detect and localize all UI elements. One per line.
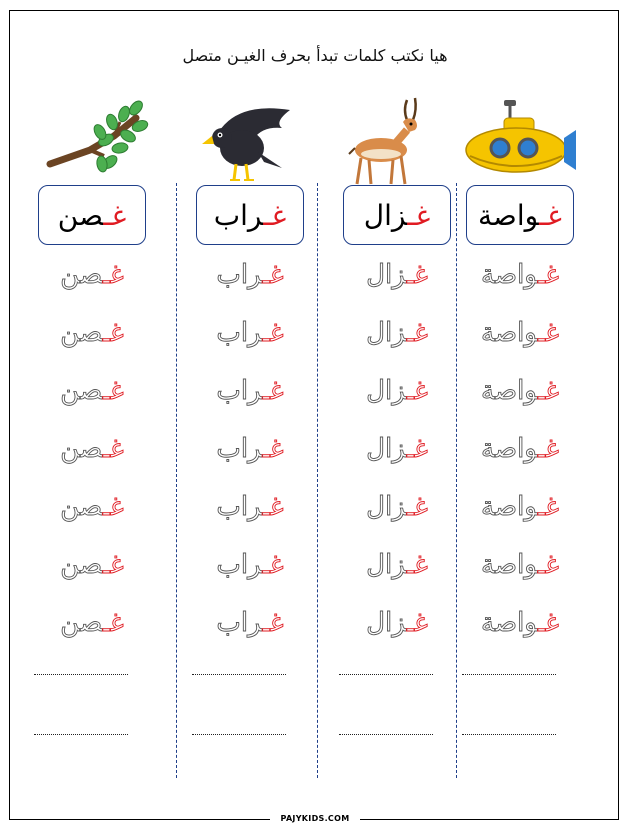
writing-line[interactable] <box>462 674 556 675</box>
writing-line[interactable] <box>462 734 556 735</box>
trace-first-letter: غـ <box>262 260 284 290</box>
trace-first-letter: غـ <box>262 434 284 464</box>
footer-brand: PAJYKIDS.COM <box>270 812 360 826</box>
trace-first-letter: غـ <box>406 608 428 638</box>
trace-rest-letters: واصة <box>481 434 538 464</box>
trace-rest-letters: زال <box>366 318 407 348</box>
word-submarine: غـواصة <box>478 198 562 232</box>
trace-word[interactable] <box>32 492 152 522</box>
trace-first-letter: غـ <box>102 376 124 406</box>
trace-rest-letters: صن <box>60 608 103 638</box>
trace-word[interactable] <box>337 318 457 348</box>
trace-rest-letters: راب <box>216 260 263 290</box>
trace-word[interactable] <box>32 608 152 638</box>
trace-word[interactable] <box>460 260 580 290</box>
trace-word[interactable] <box>337 550 457 580</box>
trace-first-letter: غـ <box>102 492 124 522</box>
trace-rest-letters: راب <box>216 434 263 464</box>
trace-word[interactable] <box>32 260 152 290</box>
writing-line[interactable] <box>339 734 433 735</box>
trace-first-letter: غـ <box>102 260 124 290</box>
trace-word[interactable] <box>32 376 152 406</box>
trace-first-letter: غـ <box>102 608 124 638</box>
writing-line[interactable] <box>192 674 286 675</box>
writing-line[interactable] <box>34 734 128 735</box>
trace-rest-letters: واصة <box>481 550 538 580</box>
trace-word[interactable] <box>460 318 580 348</box>
trace-rest-letters: صن <box>60 434 103 464</box>
trace-first-letter: غـ <box>102 434 124 464</box>
trace-rest-letters: راب <box>216 318 263 348</box>
trace-first-letter: غـ <box>262 550 284 580</box>
trace-word[interactable] <box>460 550 580 580</box>
trace-word[interactable] <box>32 318 152 348</box>
trace-first-letter: غـ <box>406 376 428 406</box>
trace-first-letter: غـ <box>406 550 428 580</box>
trace-first-letter: غـ <box>537 608 559 638</box>
trace-rest-letters: زال <box>366 376 407 406</box>
trace-first-letter: غـ <box>262 318 284 348</box>
trace-word[interactable] <box>337 492 457 522</box>
trace-first-letter: غـ <box>406 434 428 464</box>
trace-first-letter: غـ <box>537 318 559 348</box>
trace-rest-letters: صن <box>60 260 103 290</box>
trace-word[interactable] <box>460 492 580 522</box>
trace-word[interactable] <box>337 260 457 290</box>
trace-rest-letters: راب <box>216 492 263 522</box>
trace-first-letter: غـ <box>102 318 124 348</box>
trace-rest-letters: صن <box>60 318 103 348</box>
trace-first-letter: غـ <box>537 434 559 464</box>
trace-rest-letters: زال <box>366 260 407 290</box>
trace-first-letter: غـ <box>406 492 428 522</box>
trace-word[interactable] <box>190 608 310 638</box>
word-card-gazelle <box>343 185 451 245</box>
trace-first-letter: غـ <box>262 376 284 406</box>
trace-rest-letters: واصة <box>481 492 538 522</box>
trace-word[interactable] <box>190 318 310 348</box>
writing-line[interactable] <box>192 734 286 735</box>
trace-word[interactable] <box>190 376 310 406</box>
trace-first-letter: غـ <box>262 492 284 522</box>
trace-first-letter: غـ <box>537 550 559 580</box>
writing-line[interactable] <box>339 674 433 675</box>
trace-first-letter: غـ <box>537 492 559 522</box>
trace-rest-letters: راب <box>216 550 263 580</box>
trace-word[interactable] <box>32 550 152 580</box>
trace-rest-letters: واصة <box>481 376 538 406</box>
trace-word[interactable] <box>460 434 580 464</box>
trace-rest-letters: واصة <box>481 318 538 348</box>
trace-word[interactable] <box>337 608 457 638</box>
trace-word[interactable] <box>190 434 310 464</box>
trace-word[interactable] <box>337 434 457 464</box>
word-card-branch <box>38 185 146 245</box>
trace-first-letter: غـ <box>406 260 428 290</box>
column-divider <box>176 183 177 778</box>
trace-word[interactable] <box>190 260 310 290</box>
trace-word[interactable] <box>460 376 580 406</box>
trace-rest-letters: زال <box>366 608 407 638</box>
trace-word[interactable] <box>190 492 310 522</box>
trace-rest-letters: راب <box>216 608 263 638</box>
trace-first-letter: غـ <box>537 260 559 290</box>
trace-rest-letters: راب <box>216 376 263 406</box>
trace-first-letter: غـ <box>262 608 284 638</box>
trace-word[interactable] <box>460 608 580 638</box>
trace-rest-letters: صن <box>60 492 103 522</box>
trace-word[interactable] <box>32 434 152 464</box>
trace-first-letter: غـ <box>102 550 124 580</box>
trace-rest-letters: زال <box>366 550 407 580</box>
gazelle-image <box>337 92 457 188</box>
trace-rest-letters: صن <box>60 550 103 580</box>
trace-first-letter: غـ <box>406 318 428 348</box>
trace-rest-letters: واصة <box>481 608 538 638</box>
word-card-crow <box>196 185 304 245</box>
column-divider <box>317 183 318 778</box>
branch-image <box>32 92 152 188</box>
trace-word[interactable] <box>190 550 310 580</box>
crow-image <box>190 92 310 188</box>
trace-rest-letters: واصة <box>481 260 538 290</box>
trace-word[interactable] <box>337 376 457 406</box>
word-crow: غـراب <box>213 198 287 232</box>
word-branch: غـصن <box>57 198 127 232</box>
trace-rest-letters: صن <box>60 376 103 406</box>
word-card-submarine <box>466 185 574 245</box>
worksheet-title: هيا نكتب كلمات تبدأ بحرف الغيـن متصل <box>182 46 448 65</box>
trace-rest-letters: زال <box>366 492 407 522</box>
trace-first-letter: غـ <box>537 376 559 406</box>
word-gazelle: غـزال <box>363 198 431 232</box>
writing-line[interactable] <box>34 674 128 675</box>
trace-rest-letters: زال <box>366 434 407 464</box>
submarine-image <box>460 92 580 188</box>
